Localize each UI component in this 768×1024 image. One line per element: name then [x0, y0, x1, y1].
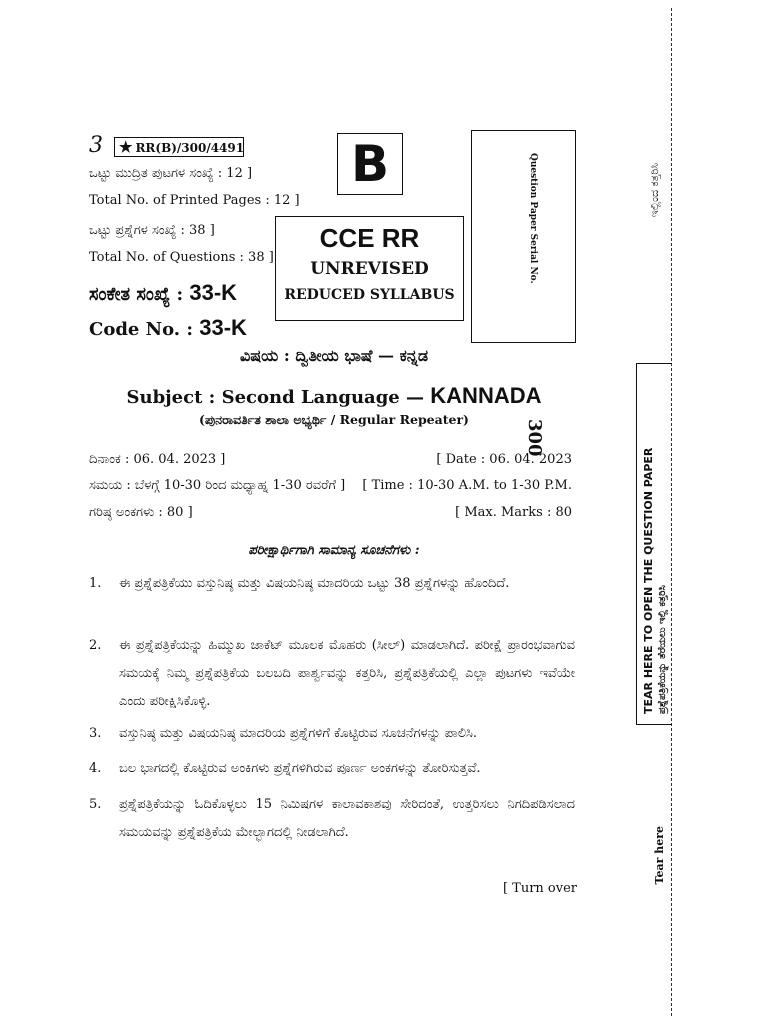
instruction-item: [89, 755, 575, 783]
cce-box: [275, 216, 464, 321]
tear-here-en: TEAR HERE TO OPEN THE QUESTION PAPER: [641, 447, 655, 714]
cut-here-kn: [648, 163, 661, 221]
instruction-text: ಈ ಪ್ರಶ್ನೆಪತ್ರಿಕೆಯು ವಸ್ತುನಿಷ್ಠ ಮತ್ತು ವಿಷಯನಿಷ್ಠ ಮಾದರಿಯ ಒಟ್ಟು 38 ಪ್ರಶ್ನೆಗಳನ್ನು ಹೊಂದಿದೆ.: [119, 576, 510, 591]
questions-kn: ಒಟ್ಟು ಪ್ರಶ್ನೆಗಳ ಸಂಖ್ಯೆ : 38 ]: [89, 223, 215, 238]
instruction-text: ವಸ್ತುನಿಷ್ಠ ಮತ್ತು ವಿಷಯನಿಷ್ಠ ಮಾದರಿಯ ಪ್ರಶ್ನೆಗಳಿಗೆ ಕೊಟ್ಟಿರುವ ಸೂಚನೆಗಳನ್ನು ಪಾಲಿಸಿ.: [119, 726, 478, 741]
date-kn: ದಿನಾಂಕ : 06. 04. 2023 ]: [89, 452, 226, 467]
version-letter: B: [337, 133, 403, 195]
code-kn-label: ಸಂಕೇತ ಸಂಖ್ಯೆ :: [89, 284, 184, 305]
subject-kannada: ವಿಷಯ : ದ್ವಿತೀಯ ಭಾಷೆ — ಕನ್ನಡ: [239, 346, 429, 365]
instruction-number: 2.: [89, 638, 102, 653]
serial-label: Question Paper Serial No.: [528, 153, 538, 284]
repeater-label: (ಪುನರಾವರ್ತಿತ ಶಾಲಾ ಅಭ್ಯರ್ಥಿ / Regular Repeater): [199, 412, 469, 427]
code-en-label: Code No. :: [89, 319, 193, 340]
questions-en: Total No. of Questions : 38 ]: [89, 250, 274, 265]
tear-here-box: [636, 363, 672, 725]
cce-line3: REDUCED SYLLABUS: [284, 287, 455, 303]
star-icon: ★: [119, 138, 133, 156]
code-kn: [89, 280, 237, 306]
instruction-item: [89, 632, 575, 716]
instruction-text: ಈ ಪ್ರಶ್ನೆಪತ್ರಿಕೆಯನ್ನು ಹಿಮ್ಮುಖ ಜಾಕೆಟ್ ಮೂಲಕ ಮೊಹರು (ಸೀಲ್) ಮಾಡಲಾಗಿದೆ. ಪರೀಕ್ಷೆ ಪ್ರಾರಂಭವಾಗುವ ಸಮಯಕ್ಕೆ ನಿಮ್ಮ ಪ್ರಶ್ನೆಪತ್ರಿಕೆಯ ಬಲಬದಿ ಪಾರ್ಶ್ವವನ್ನು ಕತ್ತರಿಸಿ, ಪ್ರಶ್ನೆಪತ್ರಿಕೆಯಲ್ಲಿ ಎಲ್ಲಾ ಪುಟಗಳು ಇವೆಯೇ ಎಂದು ಪರೀಕ್ಷಿಸಿಕೊಳ್ಳಿ.: [119, 638, 575, 709]
instruction-item: [89, 720, 575, 748]
instruction-number: 5.: [89, 797, 102, 812]
cce-line1: CCE RR: [319, 223, 420, 253]
instruction-text: ಪ್ರಶ್ನೆಪತ್ರಿಕೆಯನ್ನು ಓದಿಕೊಳ್ಳಲು 15 ನಿಮಿಷಗಳ ಕಾಲಾವಕಾಶವು ಸೇರಿದಂತೆ, ಉತ್ತರಿಸಲು ನಿಗದಿಪಡಿಸಲಾದ ಸಮಯವನ್ನು ಪ್ರಶ್ನೆಪತ್ರಿಕೆಯ ಮೇಲ್ಭಾಗದಲ್ಲಿ ನೀಡಲಾಗಿದೆ.: [119, 797, 575, 840]
turn-over: [ Turn over: [502, 881, 577, 896]
code-kn-value: 33-K: [189, 280, 238, 305]
cce-line2: UNREVISED: [310, 259, 429, 279]
instruction-number: 3.: [89, 726, 102, 741]
time-en: [ Time : 10-30 A.M. to 1-30 P.M.: [362, 478, 572, 493]
subject-prefix: Subject : Second Language —: [126, 387, 424, 408]
cut-here-kn-text: ಇಲ್ಲಿಂದ ಕತ್ತರಿಸಿ: [648, 163, 661, 218]
marks-en: [ Max. Marks : 80: [455, 505, 572, 520]
rr-code-box: [114, 137, 244, 157]
date-en: [ Date : 06. 04. 2023: [436, 452, 572, 467]
printed-pages-kn: ಒಟ್ಟು ಮುದ್ರಿತ ಪುಟಗಳ ಸಂಖ್ಯೆ : 12 ]: [89, 166, 253, 181]
tear-here-text: Tear here: [653, 826, 666, 885]
page-number: 3: [89, 133, 103, 158]
instruction-item: [89, 791, 575, 847]
subject-language: KANNADA: [430, 383, 542, 408]
instructions-heading: ಪರೀಕ್ಷಾರ್ಥಿಗಾಗಿ ಸಾಮಾನ್ಯ ಸೂಚನೆಗಳು :: [248, 543, 420, 558]
code-en-value: 33-K: [199, 315, 247, 340]
marks-kn: ಗರಿಷ್ಠ ಅಂಕಗಳು : 80 ]: [89, 505, 193, 520]
serial-number: 300: [524, 419, 545, 457]
code-en: [89, 315, 247, 341]
instruction-text: ಬಲ ಭಾಗದಲ್ಲಿ ಕೊಟ್ಟಿರುವ ಅಂಕಿಗಳು ಪ್ರಶ್ನೆಗಳಿಗಿರುವ ಪೂರ್ಣ ಅಂಕಗಳನ್ನು ತೋರಿಸುತ್ತವೆ.: [119, 761, 481, 776]
subject-english: [0, 383, 668, 409]
instruction-number: 4.: [89, 761, 102, 776]
instruction-number: 1.: [89, 576, 102, 591]
tear-here: [653, 826, 666, 888]
rr-code: RR(B)/300/4491: [135, 141, 245, 155]
instruction-item: [89, 570, 575, 626]
time-kn: ಸಮಯ : ಬೆಳಗ್ಗೆ 10-30 ರಿಂದ ಮಧ್ಯಾಹ್ನ 1-30 ರವರೆಗೆ ]: [89, 478, 346, 493]
printed-pages-en: Total No. of Printed Pages : 12 ]: [89, 193, 300, 208]
tear-here-kn: ಪ್ರಶ್ನೆಪತ್ರಿಕೆಯನ್ನು ತೆರೆಯಲು ಇಲ್ಲಿ ಕತ್ತರಿಸಿ: [656, 585, 668, 714]
